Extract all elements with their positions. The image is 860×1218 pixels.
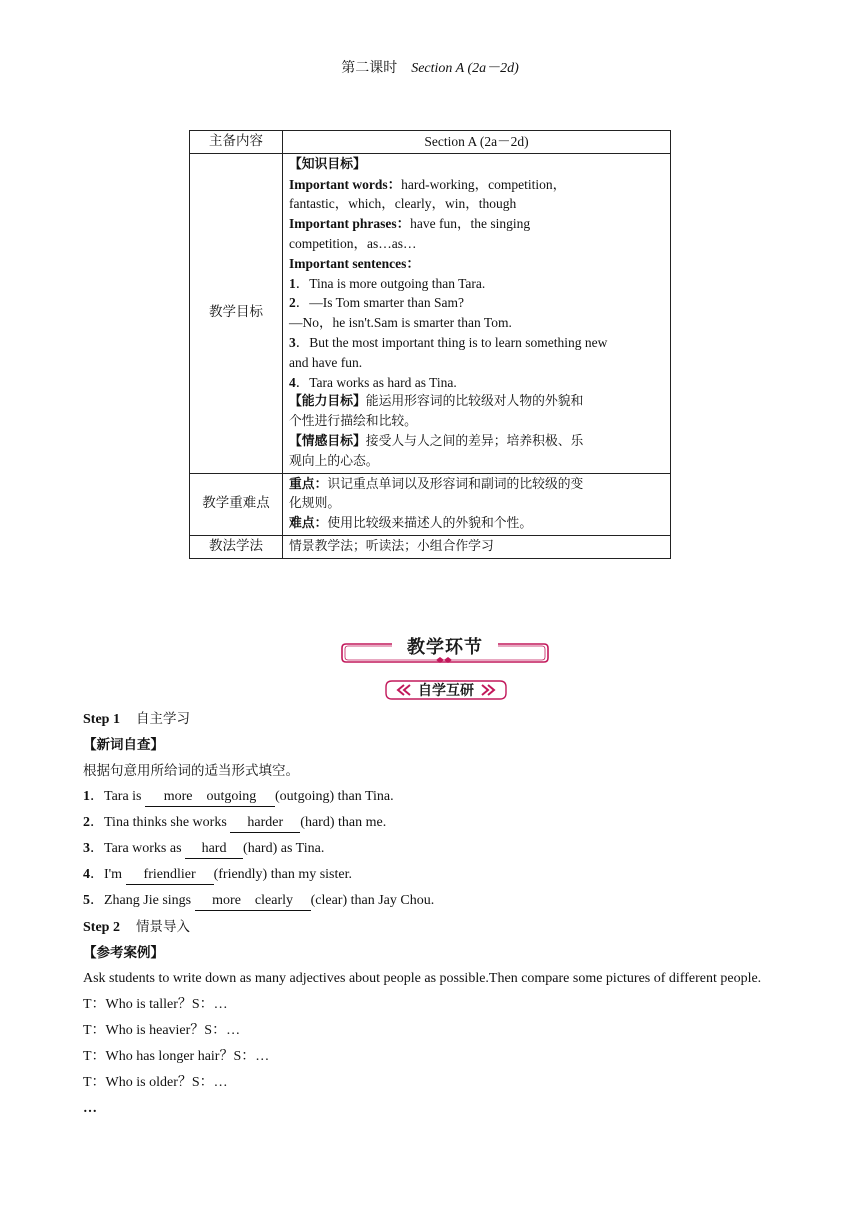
key-line2: 化规则。 — [289, 496, 341, 512]
sentence-number: 1 — [289, 275, 296, 291]
ability-title: 【能力目标】 — [289, 394, 366, 410]
difficulty-title: 难点： — [289, 516, 328, 532]
exercise-item — [52, 862, 808, 888]
header-value-cell: Section A (2a－2d) — [283, 131, 671, 154]
phrases-line2: competition，as…as… — [289, 235, 417, 251]
answer-blank: hard — [185, 840, 243, 859]
exercise-text: ．Tara is — [90, 789, 146, 804]
exercise-text: ．Zhang Jie sings — [90, 893, 195, 908]
sentence-number: 2 — [289, 295, 296, 311]
exercise-item — [52, 810, 808, 836]
method-label-cell: 教法学法 — [190, 535, 283, 558]
exercise-number: 3 — [83, 841, 90, 856]
instruction: 根据句意用所给词的适当形式填空。 — [83, 763, 299, 779]
ability-line1: 能运用形容词的比较级对人物的外貌和 — [365, 394, 584, 410]
dialogue-line: T：Who is older？S：… — [83, 1075, 228, 1090]
reference-paragraph: Ask students to write down as many adjectives about people as possible.Then compare some pictures of different people. — [83, 971, 762, 986]
exercise-number: 5 — [83, 893, 90, 908]
answer-blank: friendlier — [126, 866, 214, 885]
table-row — [190, 153, 671, 473]
step2-heading — [52, 914, 808, 940]
page-title — [0, 57, 860, 77]
answer-blank: more outgoing — [145, 788, 275, 807]
goals-label-cell: 教学目标 — [190, 153, 283, 473]
exercise-text: ．I'm — [90, 867, 126, 882]
phrases-label: Important phrases： — [289, 216, 411, 232]
sentence-1: ．Tina is more outgoing than Tara. — [295, 275, 486, 291]
new-words-title: 【新词自查】 — [83, 737, 164, 753]
sub-banner-title: 自学互研 — [418, 683, 474, 699]
key-content-cell — [283, 473, 671, 535]
banner-title: 教学环节 — [407, 637, 483, 658]
key-label-cell: 教学重难点 — [190, 473, 283, 535]
section-label: Section A (2a－2d) — [411, 61, 519, 76]
exercise-number: 1 — [83, 789, 90, 804]
key-line1: 识记重点单词以及形容词和副词的比较级的变 — [327, 476, 584, 492]
exercise-text: (hard) than me. — [300, 815, 387, 830]
ellipsis: … — [83, 1101, 97, 1116]
header-label-cell: 主备内容 — [190, 131, 283, 154]
table-row — [190, 131, 671, 154]
key-title: 重点： — [289, 476, 328, 492]
exercise-item — [52, 784, 808, 810]
lesson-label: 第二课时 — [341, 61, 398, 76]
lesson-body — [52, 706, 808, 1122]
answer-blank: harder — [230, 814, 300, 833]
sentence-2b: —No，he isn't.Sam is smarter than Tom. — [289, 315, 512, 331]
table-row — [190, 535, 671, 558]
exercise-item — [52, 836, 808, 862]
words-line1: hard-working，competition， — [401, 176, 567, 192]
words-label: Important words： — [289, 176, 402, 192]
reference-title: 【参考案例】 — [83, 945, 164, 961]
sentence-2: ．—Is Tom smarter than Sam? — [295, 295, 465, 311]
sentences-label: Important sentences： — [289, 255, 420, 271]
method-content-cell: 情景教学法；听读法；小组合作学习 — [283, 535, 671, 558]
sentence-4: ．Tara works as hard as Tina. — [295, 374, 457, 390]
exercise-text: ．Tina thinks she works — [90, 815, 231, 830]
sentence-number: 4 — [289, 374, 296, 390]
knowledge-title: 【知识目标】 — [289, 156, 366, 172]
step1-label: Step 1 — [83, 712, 120, 727]
dialogue-line: T：Who is heavier？S：… — [83, 1023, 241, 1038]
sentence-3-line1: ．But the most important thing is to learn something new — [295, 334, 608, 350]
sub-banner — [382, 678, 510, 702]
exercise-text: (clear) than Jay Chou. — [310, 893, 435, 908]
words-line2: fantastic，which，clearly，win，though — [289, 196, 517, 212]
goals-content-cell — [283, 153, 671, 473]
exercise-text: (outgoing) than Tina. — [275, 789, 394, 804]
step2-label: Step 2 — [83, 920, 120, 935]
difficulty-text: 使用比较级来描述人的外貌和个性。 — [327, 516, 533, 532]
step2-title: 情景导入 — [135, 919, 190, 935]
dialogue-line: T：Who is taller？S：… — [83, 997, 228, 1012]
section-banner — [340, 630, 550, 666]
step1-heading — [52, 706, 808, 732]
exercise-text: (friendly) than my sister. — [213, 867, 352, 882]
exercise-number: 2 — [83, 815, 90, 830]
exercise-text: ．Tara works as — [90, 841, 186, 856]
exercise-number: 4 — [83, 867, 90, 882]
emotion-title: 【情感目标】 — [289, 433, 366, 449]
ability-line2: 个性进行描绘和比较。 — [289, 414, 417, 430]
exercise-item — [52, 888, 808, 914]
sentence-3-line2: and have fun. — [289, 354, 363, 370]
table-row — [190, 473, 671, 535]
lesson-plan-table — [189, 130, 671, 559]
sentence-number: 3 — [289, 334, 296, 350]
dialogue-line: T：Who has longer hair？S：… — [83, 1049, 270, 1064]
phrases-line1: have fun，the singing — [410, 216, 531, 232]
emotion-line2: 观向上的心态。 — [289, 453, 379, 469]
answer-blank: more clearly — [195, 892, 311, 911]
emotion-line1: 接受人与人之间的差异；培养积极、乐 — [365, 433, 584, 449]
step1-title: 自主学习 — [135, 711, 190, 727]
exercise-text: (hard) as Tina. — [243, 841, 325, 856]
